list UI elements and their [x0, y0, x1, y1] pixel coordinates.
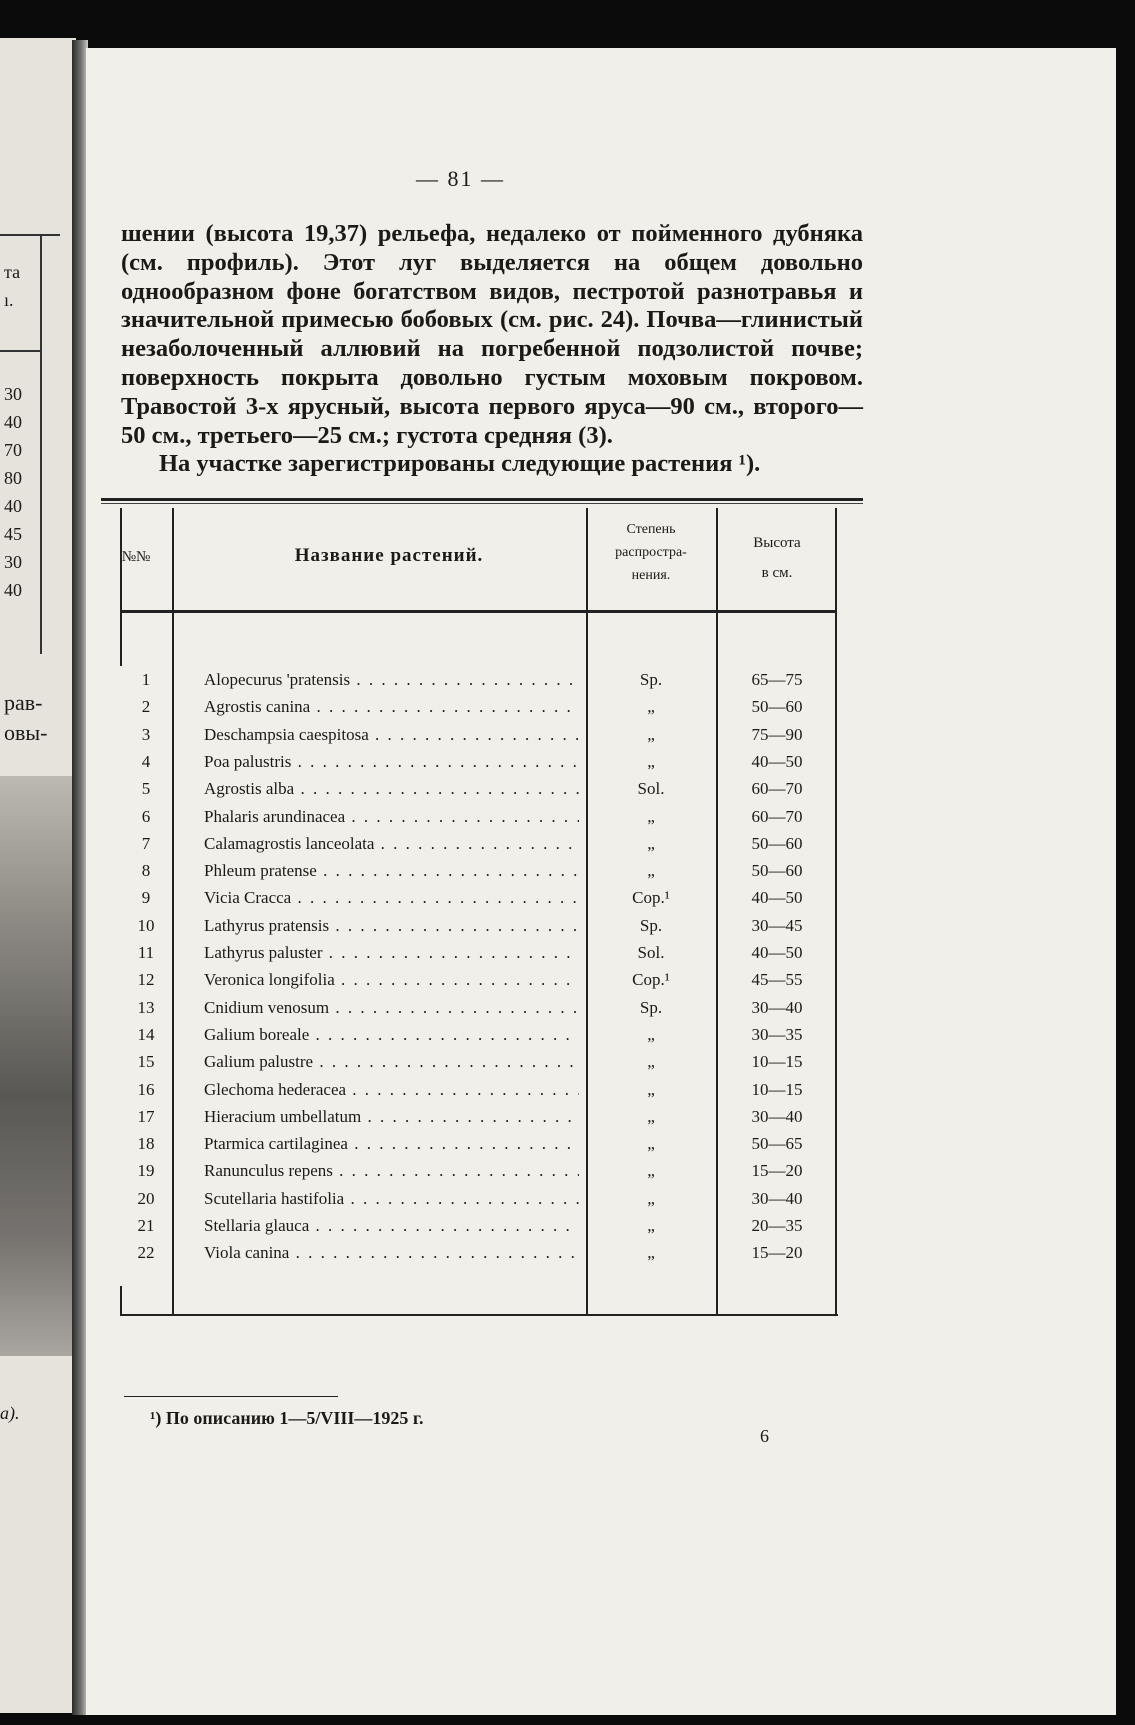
- facing-page-value: 40: [4, 496, 22, 516]
- distribution-degree: „: [647, 833, 655, 853]
- row-number: 8: [141, 861, 151, 881]
- table-row: [86, 943, 802, 969]
- distribution-degree: „: [647, 724, 655, 744]
- distribution-degree: „: [647, 1024, 655, 1044]
- table-row: [86, 1080, 802, 1106]
- column-header-degree-line: распростра-: [615, 545, 687, 560]
- distribution-degree: Cop.¹: [632, 888, 670, 908]
- table-row: [86, 998, 802, 1024]
- row-number: 18: [137, 1134, 155, 1154]
- table-vertical-rule: [120, 1286, 122, 1316]
- plant-height: 40—50: [751, 943, 803, 962]
- plant-name: Deschampsia caespitosa . . .: [204, 725, 579, 745]
- table-row: [86, 1189, 802, 1215]
- table-row: [86, 697, 802, 723]
- distribution-degree: „: [647, 861, 655, 881]
- table-header-rule: [120, 610, 836, 613]
- body-text: [121, 220, 863, 479]
- distribution-degree: Cop.¹: [632, 970, 670, 990]
- row-number: 22: [137, 1243, 155, 1263]
- row-number: 13: [137, 997, 155, 1017]
- plant-height: 30—35: [751, 1024, 803, 1044]
- table-row: [86, 970, 802, 996]
- row-number: 3: [141, 724, 151, 744]
- plant-height: 20—35: [751, 1216, 803, 1235]
- row-number: 11: [137, 943, 155, 962]
- facing-page-value: 40: [4, 580, 22, 600]
- page-number: — 81 —: [416, 166, 505, 191]
- facing-page-value: 80: [4, 468, 22, 488]
- distribution-degree: „: [647, 1106, 655, 1126]
- facing-page-header-fragment: та: [4, 262, 21, 282]
- table-top-rule: [101, 498, 863, 501]
- plant-name: Scutellaria hastifolia . . .: [204, 1189, 579, 1209]
- distribution-degree: Sp.: [639, 915, 663, 935]
- plant-name: Ranunculus repens . . .: [204, 1161, 579, 1181]
- row-number: 19: [137, 1161, 155, 1181]
- plant-height: 15—20: [751, 1243, 803, 1263]
- plant-height: 50—60: [751, 697, 803, 717]
- distribution-degree: „: [647, 1243, 655, 1263]
- distribution-degree: Sol.: [637, 779, 665, 799]
- row-number: 7: [141, 833, 151, 853]
- plant-height: 50—60: [751, 861, 803, 881]
- plant-height: 45—55: [751, 970, 803, 990]
- plant-height: 10—15: [751, 1079, 803, 1099]
- plant-height: 65—75: [751, 670, 803, 689]
- row-number: 6: [141, 806, 151, 826]
- signature-mark: 6: [760, 1426, 769, 1446]
- table-row: [86, 807, 802, 833]
- distribution-degree: Sp.: [639, 670, 663, 689]
- facing-page-value: 45: [4, 524, 22, 544]
- paragraph: шении (высота 19,37) рельефа, недалеко от пойменного дубняка (см. профиль). Этот луг выделяется на общем довольно однообразном фоне богатством видов, пестротой разнотравья и значительной примесью бобовых (см. рис. 24). Почва—глинистый незаболоченный аллювий на погребенной подзолистой почве; поверхность покрыта довольно густым моховым покровом. Травостой 3-х ярусный, высота первого яруса—90 см., второго—50 см., третьего—25 см.; густота средняя (3).: [121, 220, 863, 449]
- footnote-rule: [124, 1396, 338, 1397]
- plant-name: Veronica longifolia . . .: [204, 970, 579, 990]
- plant-name: Viola canina . . .: [204, 1243, 579, 1263]
- table-bottom-rule: [120, 1314, 838, 1316]
- plant-height: 10—15: [751, 1052, 803, 1072]
- plant-height: 60—70: [751, 779, 803, 799]
- facing-page-value: 30: [4, 384, 22, 404]
- plant-name: Agrostis canina . . .: [204, 697, 579, 717]
- column-header-height-line: в см.: [761, 565, 793, 581]
- table-row: [86, 670, 802, 696]
- plant-height: 30—40: [751, 997, 803, 1017]
- distribution-degree: Sol.: [637, 943, 665, 962]
- distribution-degree: „: [647, 751, 655, 771]
- plant-name: Lathyrus pratensis . . .: [204, 916, 579, 936]
- column-header-degree-line: нения.: [631, 568, 671, 583]
- plant-name: Lathyrus paluster . . .: [204, 943, 579, 963]
- distribution-degree: „: [647, 1052, 655, 1072]
- plant-height: 50—65: [751, 1134, 803, 1154]
- table-intro: На участке зарегистрированы следующие растения ¹).: [159, 450, 761, 478]
- distribution-degree: „: [647, 1079, 655, 1099]
- row-number: 14: [137, 1024, 155, 1044]
- plant-name: Glechoma hederacea . . .: [204, 1080, 579, 1100]
- distribution-degree: „: [647, 1188, 655, 1208]
- plant-name: Calamagrostis lanceolata . . .: [204, 834, 579, 854]
- table-row: [86, 1134, 802, 1160]
- facing-page-value: 30: [4, 552, 22, 572]
- footnote: ¹) По описанию 1—5/VIII—1925 г.: [150, 1408, 424, 1428]
- facing-page-photo: [0, 776, 76, 1356]
- plant-height: 15—20: [751, 1161, 803, 1181]
- row-number: 16: [137, 1079, 155, 1099]
- row-number: 17: [137, 1106, 155, 1126]
- table-row: [86, 1161, 802, 1187]
- plant-name: Ptarmica cartilaginea . . .: [204, 1134, 579, 1154]
- plant-height: 40—50: [751, 888, 803, 908]
- plant-name: Stellaria glauca . . .: [204, 1216, 579, 1236]
- plant-name: Poa palustris . . .: [204, 752, 579, 772]
- table-row: [86, 1216, 802, 1242]
- row-number: 20: [137, 1188, 155, 1208]
- distribution-degree: „: [647, 806, 655, 826]
- plant-name: Phleum pratense . . .: [204, 861, 579, 881]
- plant-name: Phalaris arundinacea . . .: [204, 807, 579, 827]
- facing-page-rule: [0, 350, 40, 352]
- plant-height: 75—90: [751, 724, 803, 744]
- table-vertical-rule: [120, 508, 122, 666]
- plant-height: 60—70: [751, 806, 803, 826]
- table-row: [86, 834, 802, 860]
- plant-name: Cnidium venosum . . .: [204, 998, 579, 1018]
- table-row: [86, 725, 802, 751]
- plant-height: 40—50: [751, 751, 803, 771]
- column-header-name: Название растений.: [294, 545, 484, 566]
- row-number: 15: [137, 1052, 155, 1072]
- row-number: 4: [141, 751, 151, 771]
- plant-name: Agrostis alba . . .: [204, 779, 579, 799]
- distribution-degree: „: [647, 1134, 655, 1154]
- table-row: [86, 1025, 802, 1051]
- distribution-degree: Sp.: [639, 997, 663, 1017]
- table-row: [86, 888, 802, 914]
- facing-page-value: 40: [4, 412, 22, 432]
- facing-page-column-line: [40, 234, 42, 654]
- row-number: 21: [137, 1216, 155, 1235]
- facing-page-caption-fragment: a).: [0, 1403, 20, 1423]
- column-header-height: [718, 528, 836, 588]
- plant-height: 50—60: [751, 833, 803, 853]
- table-row: [86, 861, 802, 887]
- column-header-height-line: Высота: [753, 535, 801, 551]
- row-number: 12: [137, 970, 155, 990]
- table-row: [86, 1243, 802, 1269]
- column-header-degree: [588, 518, 714, 587]
- row-number: 10: [137, 915, 155, 935]
- plant-height: 30—40: [751, 1106, 803, 1126]
- distribution-degree: „: [647, 1161, 655, 1181]
- row-number: 2: [141, 697, 151, 717]
- row-number: 9: [141, 888, 151, 908]
- row-number: 1: [141, 670, 151, 689]
- plant-name: Galium boreale . . .: [204, 1025, 579, 1045]
- plant-height: 30—45: [751, 915, 803, 935]
- facing-page: [0, 38, 76, 1713]
- table-row: [86, 1107, 802, 1133]
- plant-name: Vicia Cracca . . .: [204, 888, 579, 908]
- facing-page-rule: [0, 234, 60, 236]
- facing-page-header-fragment: ı.: [4, 290, 14, 310]
- column-header-number: №№: [121, 549, 151, 565]
- table-row: [86, 916, 802, 942]
- table-row: [86, 1052, 802, 1078]
- facing-page-value: 70: [4, 440, 22, 460]
- plant-name: Galium palustre . . .: [204, 1052, 579, 1072]
- distribution-degree: „: [647, 1216, 655, 1235]
- table-row: [86, 779, 802, 805]
- column-header-degree-line: Степень: [626, 522, 676, 537]
- distribution-degree: „: [647, 697, 655, 717]
- table-row: [86, 752, 802, 778]
- table-top-rule-thin: [101, 503, 863, 504]
- row-number: 5: [141, 779, 151, 799]
- facing-page-text-fragment: рав-: [4, 690, 43, 715]
- plant-height: 30—40: [751, 1188, 803, 1208]
- plant-name: Alopecurus 'pratensis . . .: [204, 670, 579, 690]
- book-page: [86, 48, 1116, 1715]
- facing-page-text-fragment: овы-: [4, 720, 48, 745]
- plant-name: Hieracium umbellatum . . .: [204, 1107, 579, 1127]
